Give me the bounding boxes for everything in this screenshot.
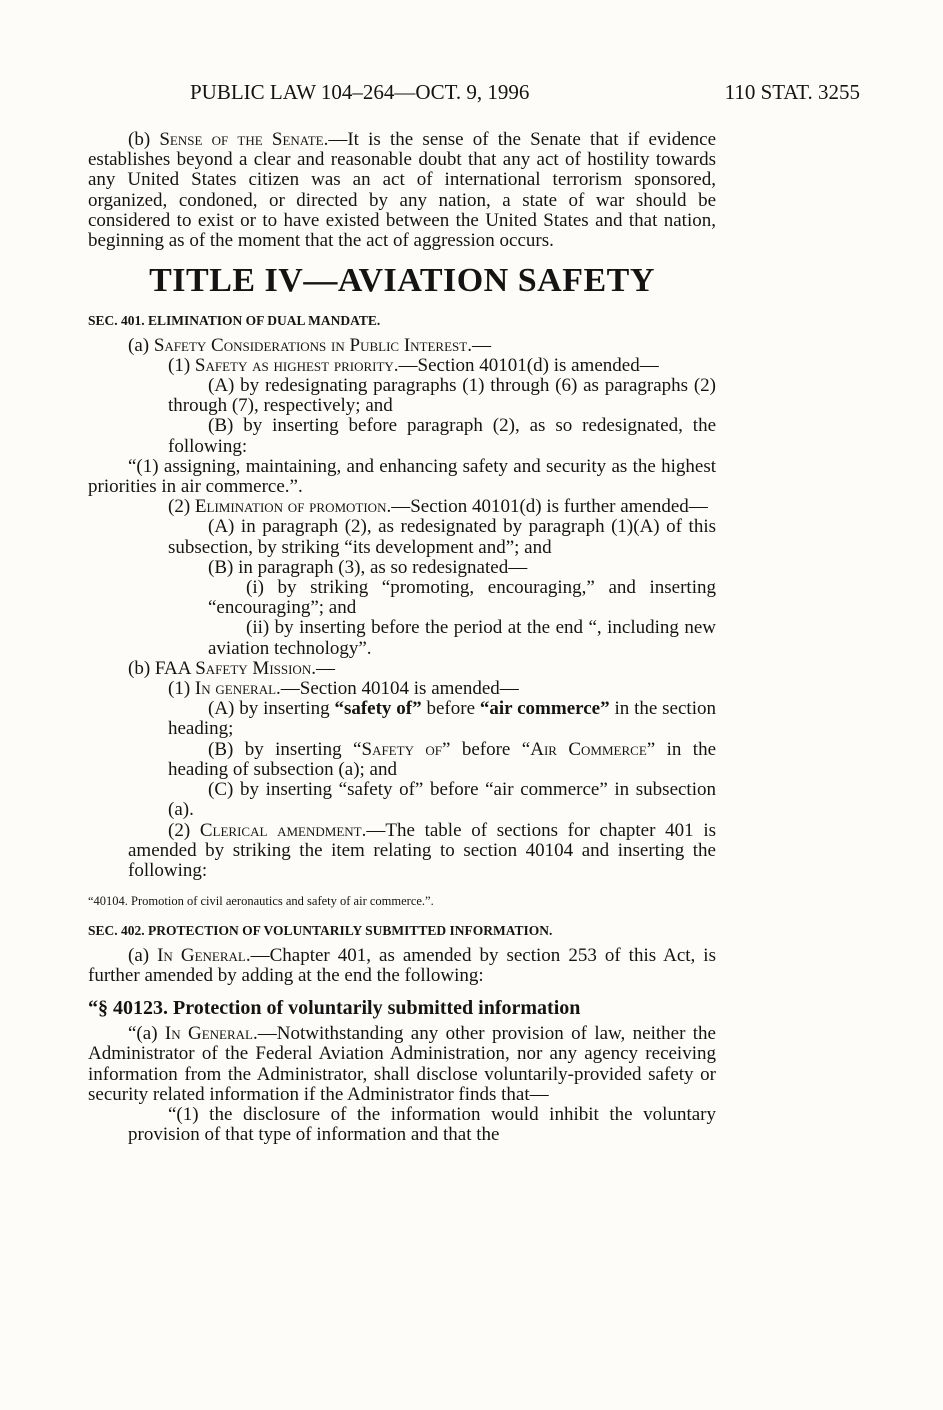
subparagraph-401a2B: (B) in paragraph (3), as so redesignated— [208,556,528,578]
paragraph-401a1: (1) Safety as highest priority.—Section 40101(d) is amended— [168,354,659,376]
section-401-heading: SEC. 401. ELIMINATION OF DUAL MANDATE. [88,313,381,329]
subparagraph-401b1A: (A) by inserting “safety of” before “air commerce” in the section heading; [168,698,716,740]
header-statute-page: 110 STAT. 3255 [724,80,860,104]
page-header [190,80,860,110]
subsection-401a: (a) Safety Considerations in Public Interest.— [128,334,491,356]
paragraph-401b1: (1) In general.—Section 40104 is amended— [168,678,519,700]
section-40123-heading: “§ 40123. Protection of voluntarily submitted information [88,996,581,1019]
paragraph-401a2: (2) Elimination of promotion.—Section 40101(d) is further amended— [168,496,708,518]
subsection-402a: (a) In General.—Chapter 401, as amended by section 253 of this Act, is further amended by adding at the end the following: [88,944,716,986]
subparagraph-401a1A: (A) by redesignating paragraphs (1) through (6) as paragraphs (2) through (7), respectively; and [168,375,716,417]
subparagraph-401a1B: (B) by inserting before paragraph (2), as so redesignated, the following: [168,415,716,457]
inserted-text-quote: “(1) assigning, maintaining, and enhancing safety and security as the highest priorities in air commerce.”. [88,455,716,498]
clause-401a2Bi: (i) by striking “promoting, encouraging,” and inserting “encouraging”; and [208,577,716,619]
title-heading: TITLE IV—AVIATION SAFETY [149,262,655,300]
subsection-40123a: “(a) In General.—Notwithstanding any other provision of law, neither the Administrator of the Federal Aviation Administration, nor any agency receiving information from the Administrator, shall disclose voluntarily-provided safety or security related information if the Administrator finds that— [88,1023,716,1105]
subparagraph-401b1C: (C) by inserting “safety of” before “air commerce” in subsection (a). [168,779,716,821]
clause-401a2Bii: (ii) by inserting before the period at the end “, including new aviation technology”. [208,617,716,659]
subparagraph-401a2A: (A) in paragraph (2), as redesignated by paragraph (1)(A) of this subsection, by striking “its development and”; and [168,516,716,558]
header-law-date: PUBLIC LAW 104–264—OCT. 9, 1996 [190,80,530,104]
section-402-heading: SEC. 402. PROTECTION OF VOLUNTARILY SUBMITTED INFORMATION. [88,923,553,939]
table-of-sections-entry: “40104. Promotion of civil aeronautics and safety of air commerce.”. [88,894,434,909]
subparagraph-401b1B: (B) by inserting “Safety of” before “Air Commerce” in the heading of subsection (a); and [168,738,717,780]
paragraph-40123a1: “(1) the disclosure of the information would inhibit the voluntary provision of that type of information and that the [128,1103,716,1146]
sense-of-senate-paragraph: (b) Sense of the Senate.—It is the sense of the Senate that if evidence establishes beyond a clear and reasonable doubt that any act of hostility towards any United States citizen was an act of international terrorism sponsored, organized, condoned, or directed by any nation, a state of war should be considered to exist or to have existed between the United States and that nation, beginning as of the moment that the act of aggression occurs. [88,129,717,252]
paragraph-401b2: (2) Clerical amendment.—The table of sections for chapter 401 is amended by striking the item relating to section 40104 and inserting the following: [128,819,716,881]
document-body [88,130,716,1145]
subsection-401b: (b) FAA Safety Mission.— [128,657,335,679]
